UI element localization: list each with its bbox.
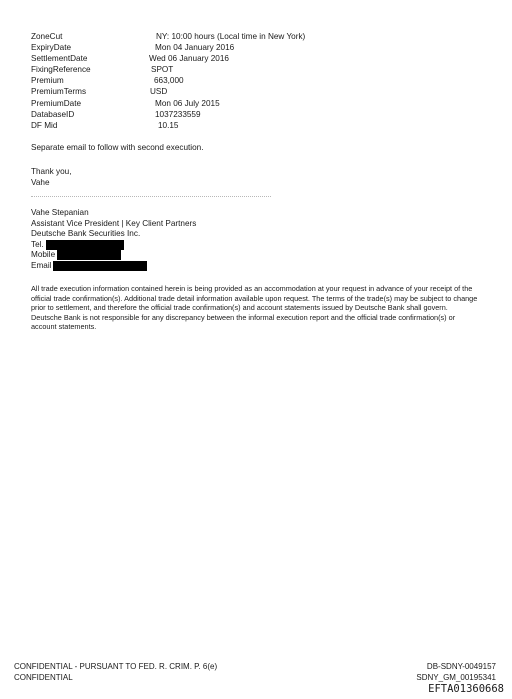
field-value: 10.15 (158, 120, 179, 130)
signature-name: Vahe Stepanian (31, 208, 89, 217)
footer-bates (416, 662, 496, 683)
footer-confidential-line2: CONFIDENTIAL (14, 672, 73, 682)
field-row-zonecut (31, 31, 305, 42)
mobile-label: Mobile (31, 250, 56, 259)
field-label: ExpiryDate (31, 43, 72, 53)
closing-signoff: Vahe (31, 178, 50, 187)
redaction-box-mobile (57, 250, 121, 260)
footer-confidential (14, 662, 217, 683)
field-label: PremiumTerms (31, 87, 87, 97)
field-label: DF Mid (31, 120, 58, 130)
signature-company: Deutsche Bank Securities Inc. (31, 229, 141, 238)
footer-bates-line1: DB-SDNY-0049157 (426, 662, 496, 671)
footer-confidential-line1: CONFIDENTIAL - PURSUANT TO FED. R. CRIM. P. 6(e) (14, 662, 218, 671)
field-value: USD (150, 87, 168, 97)
field-value: Wed 06 January 2016 (149, 54, 229, 64)
tel-row (31, 240, 196, 251)
field-row-databaseid (31, 109, 305, 120)
email-row (31, 261, 196, 272)
field-row-premiumdate (31, 98, 305, 109)
redaction-box-tel (46, 240, 124, 250)
field-value: 663,000 (154, 76, 184, 86)
field-value: 1037233559 (155, 109, 201, 119)
field-row-premiumterms (31, 86, 305, 97)
footer-bates-line2: SDNY_GM_00195341 (416, 672, 496, 682)
closing-thanks: Thank you, (31, 167, 72, 176)
signature-block (31, 208, 196, 271)
field-label: DatabaseID (31, 109, 75, 119)
efta-number: EFTA01360668 (428, 683, 504, 695)
field-value: Mon 06 July 2015 (155, 98, 220, 108)
field-label: FixingReference (31, 65, 91, 75)
mobile-row (31, 250, 196, 261)
field-value: SPOT (151, 65, 174, 75)
field-label: ZoneCut (31, 32, 63, 41)
field-label: SettlementDate (31, 54, 88, 64)
field-value: NY: 10:00 hours (Local time in New York) (156, 32, 306, 41)
signature-title: Assistant Vice President | Key Client Partners (31, 218, 197, 228)
closing (31, 166, 72, 188)
tel-label: Tel. (31, 239, 44, 249)
field-row-dfmid (31, 120, 305, 131)
field-label: Premium (31, 76, 64, 86)
field-row-premium (31, 75, 305, 86)
separate-email-note: Separate email to follow with second execution. (31, 143, 204, 152)
signature-divider (31, 196, 271, 197)
field-row-expirydate (31, 42, 305, 53)
trade-fields (31, 31, 305, 131)
field-row-fixingreference (31, 64, 305, 75)
field-label: PremiumDate (31, 98, 82, 108)
disclaimer-text: All trade execution information contained herein is being provided as an accommodation at your request in advance of your receipt of the official trade confirmation(s). Additional trade detail information available upon request. The terms of the trade(s) may be subject to change prior to settlement, and therefore the official trade confirmation(s) and account statements issued by Deutsche Bank shall govern. Deutsche Bank is not responsible for any discrepancy between the informal execution report and the official trade confirmation(s) or account statements. (31, 284, 478, 332)
email-label: Email (31, 260, 52, 270)
field-row-settlementdate (31, 53, 305, 64)
redaction-box-email (53, 261, 147, 271)
field-value: Mon 04 January 2016 (155, 43, 235, 53)
